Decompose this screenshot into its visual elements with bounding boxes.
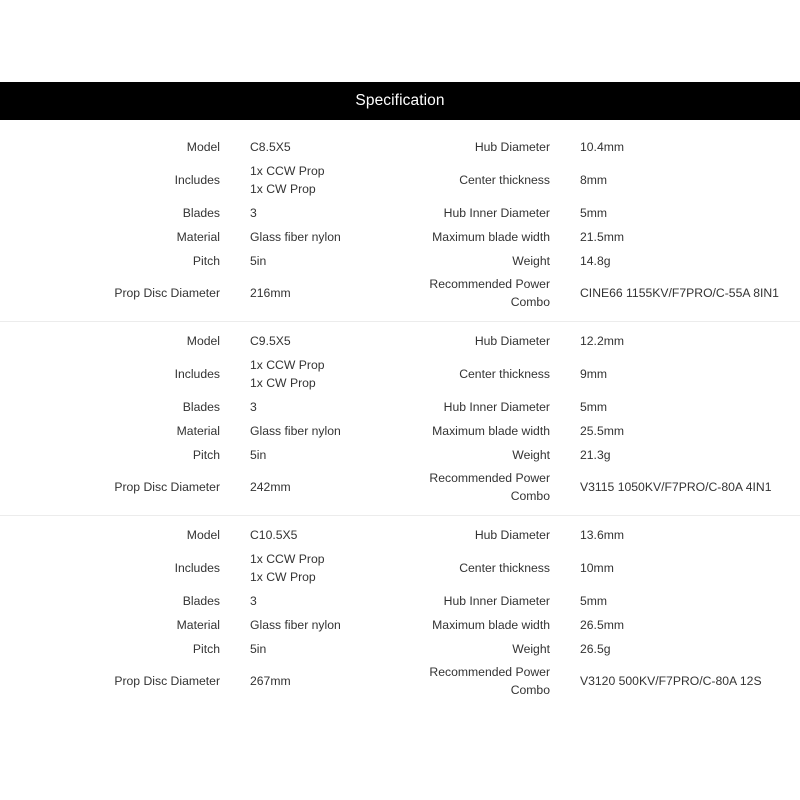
value-recommended-power-combo: V3115 1050KV/F7PRO/C-80A 4IN1 — [580, 480, 772, 494]
value-blades: 3 — [250, 594, 257, 608]
value-model: C10.5X5 — [250, 528, 298, 542]
label-recommended-power-combo-line2: Combo — [510, 489, 550, 503]
label-blades: Blades — [182, 400, 220, 414]
value-hub-inner-diameter: 5mm — [580, 400, 608, 414]
label-center-thickness: Center thickness — [459, 561, 550, 575]
value-prop-disc-diameter: 242mm — [250, 480, 291, 494]
label-material: Material — [176, 618, 220, 632]
label-material: Material — [176, 230, 220, 244]
label-recommended-power-combo — [429, 663, 550, 699]
label-includes: Includes — [174, 561, 220, 575]
label-max-blade-width: Maximum blade width — [432, 424, 550, 438]
label-hub-inner-diameter: Hub Inner Diameter — [443, 206, 550, 220]
label-max-blade-width: Maximum blade width — [432, 230, 550, 244]
label-prop-disc-diameter: Prop Disc Diameter — [114, 286, 220, 300]
label-hub-diameter: Hub Diameter — [474, 334, 550, 348]
label-weight: Weight — [512, 642, 550, 656]
specification-header — [0, 82, 800, 120]
label-hub-inner-diameter: Hub Inner Diameter — [443, 400, 550, 414]
value-pitch: 5in — [250, 448, 267, 462]
value-pitch: 5in — [250, 254, 267, 268]
label-recommended-power-combo-line1: Recommended Power — [429, 665, 550, 679]
label-hub-diameter: Hub Diameter — [474, 528, 550, 542]
label-model: Model — [186, 334, 220, 348]
value-model: C9.5X5 — [250, 334, 291, 348]
value-weight: 26.5g — [580, 642, 611, 656]
label-includes: Includes — [174, 367, 220, 381]
label-weight: Weight — [512, 254, 550, 268]
value-blades: 3 — [250, 206, 257, 220]
value-hub-inner-diameter: 5mm — [580, 594, 608, 608]
label-pitch: Pitch — [192, 642, 220, 656]
value-includes-line1: 1x CCW Prop — [250, 552, 325, 566]
value-prop-disc-diameter: 267mm — [250, 674, 291, 688]
value-max-blade-width: 26.5mm — [580, 618, 625, 632]
value-blades: 3 — [250, 400, 257, 414]
value-material: Glass fiber nylon — [250, 618, 341, 632]
block-divider — [0, 321, 800, 322]
label-includes: Includes — [174, 173, 220, 187]
value-includes-line2: 1x CW Prop — [250, 376, 316, 390]
value-recommended-power-combo: CINE66 1155KV/F7PRO/C-55A 8IN1 — [580, 286, 779, 300]
value-hub-diameter: 13.6mm — [580, 528, 625, 542]
value-includes-line1: 1x CCW Prop — [250, 358, 325, 372]
value-center-thickness: 8mm — [580, 173, 608, 187]
label-center-thickness: Center thickness — [459, 173, 550, 187]
spec-block-2 — [0, 324, 800, 514]
value-center-thickness: 9mm — [580, 367, 608, 381]
label-prop-disc-diameter: Prop Disc Diameter — [114, 674, 220, 688]
value-max-blade-width: 25.5mm — [580, 424, 625, 438]
value-includes — [250, 356, 325, 392]
value-prop-disc-diameter: 216mm — [250, 286, 291, 300]
label-hub-diameter: Hub Diameter — [474, 140, 550, 154]
value-weight: 14.8g — [580, 254, 611, 268]
label-recommended-power-combo-line1: Recommended Power — [429, 277, 550, 291]
label-model: Model — [186, 140, 220, 154]
label-max-blade-width: Maximum blade width — [432, 618, 550, 632]
label-recommended-power-combo — [429, 275, 550, 311]
value-hub-diameter: 12.2mm — [580, 334, 625, 348]
value-material: Glass fiber nylon — [250, 424, 341, 438]
label-hub-inner-diameter: Hub Inner Diameter — [443, 594, 550, 608]
label-blades: Blades — [182, 594, 220, 608]
value-model: C8.5X5 — [250, 140, 291, 154]
label-prop-disc-diameter: Prop Disc Diameter — [114, 480, 220, 494]
label-recommended-power-combo-line2: Combo — [510, 295, 550, 309]
label-pitch: Pitch — [192, 448, 220, 462]
label-model: Model — [186, 528, 220, 542]
label-recommended-power-combo-line1: Recommended Power — [429, 471, 550, 485]
value-pitch: 5in — [250, 642, 267, 656]
value-includes — [250, 162, 325, 198]
value-includes-line2: 1x CW Prop — [250, 182, 316, 196]
value-weight: 21.3g — [580, 448, 611, 462]
value-center-thickness: 10mm — [580, 561, 614, 575]
label-recommended-power-combo — [429, 469, 550, 505]
value-recommended-power-combo: V3120 500KV/F7PRO/C-80A 12S — [580, 674, 762, 688]
value-hub-diameter: 10.4mm — [580, 140, 625, 154]
value-includes-line2: 1x CW Prop — [250, 570, 316, 584]
value-includes-line1: 1x CCW Prop — [250, 164, 325, 178]
label-weight: Weight — [512, 448, 550, 462]
spec-block-1 — [0, 130, 800, 320]
spec-block-3 — [0, 518, 800, 708]
label-material: Material — [176, 424, 220, 438]
value-includes — [250, 550, 325, 586]
value-hub-inner-diameter: 5mm — [580, 206, 608, 220]
label-center-thickness: Center thickness — [459, 367, 550, 381]
label-blades: Blades — [182, 206, 220, 220]
label-recommended-power-combo-line2: Combo — [510, 683, 550, 697]
value-max-blade-width: 21.5mm — [580, 230, 625, 244]
label-pitch: Pitch — [192, 254, 220, 268]
value-material: Glass fiber nylon — [250, 230, 341, 244]
specification-title: Specification — [355, 92, 445, 109]
block-divider — [0, 515, 800, 516]
